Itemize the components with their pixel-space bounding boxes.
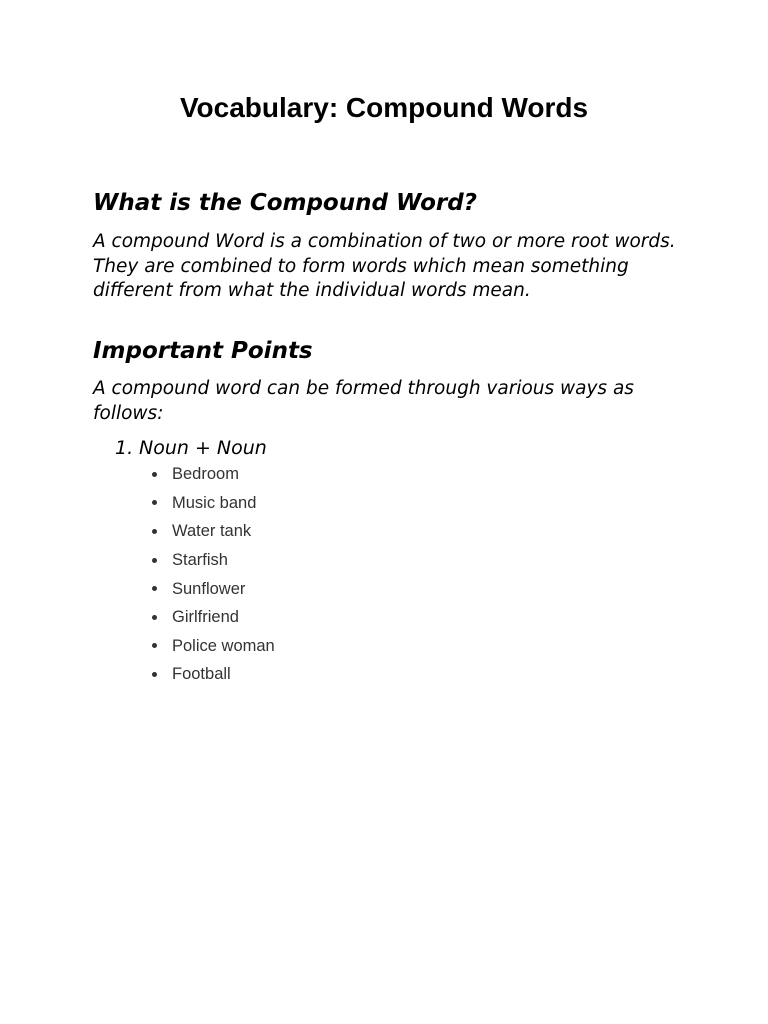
bullet-icon: [152, 529, 157, 534]
list-number: 1.: [115, 437, 134, 459]
example-word-item: [152, 574, 275, 603]
example-word-item: [152, 489, 275, 518]
example-word: Bedroom: [172, 465, 239, 484]
definition-paragraph: A compound Word is a combination of two or more root words. They are combined to form words which mean something different from what the individual words mean.: [93, 231, 676, 301]
formation-type-label: Noun + Noun: [139, 437, 267, 459]
example-word-item: [152, 603, 275, 632]
example-word: Sunflower: [172, 579, 246, 598]
bullet-icon: [152, 500, 157, 505]
bullet-icon: [152, 472, 157, 477]
example-word: Girlfriend: [172, 608, 239, 627]
example-word-item: [152, 460, 275, 489]
example-word: Police woman: [172, 636, 275, 655]
formation-paragraph: A compound word can be formed through various ways as follows:: [93, 378, 634, 424]
example-words-list: [152, 460, 275, 689]
example-word-item: [152, 546, 275, 575]
formation-types-list: [115, 435, 267, 461]
example-word-item: [152, 660, 275, 689]
bullet-icon: [152, 558, 157, 563]
section-heading-important-points: Important Points: [93, 338, 313, 364]
example-word-item: [152, 517, 275, 546]
bullet-icon: [152, 615, 157, 620]
bullet-icon: [152, 672, 157, 677]
bullet-icon: [152, 643, 157, 648]
example-word-item: [152, 632, 275, 661]
example-word: Starfish: [172, 551, 228, 570]
section-heading-definition: What is the Compound Word?: [93, 190, 478, 216]
example-word: Water tank: [172, 522, 252, 541]
formation-type-item: [115, 435, 267, 461]
bullet-icon: [152, 586, 157, 591]
example-word: Music band: [172, 493, 257, 512]
document-title: Vocabulary: Compound Words: [179, 92, 589, 123]
example-word: Football: [172, 665, 231, 684]
